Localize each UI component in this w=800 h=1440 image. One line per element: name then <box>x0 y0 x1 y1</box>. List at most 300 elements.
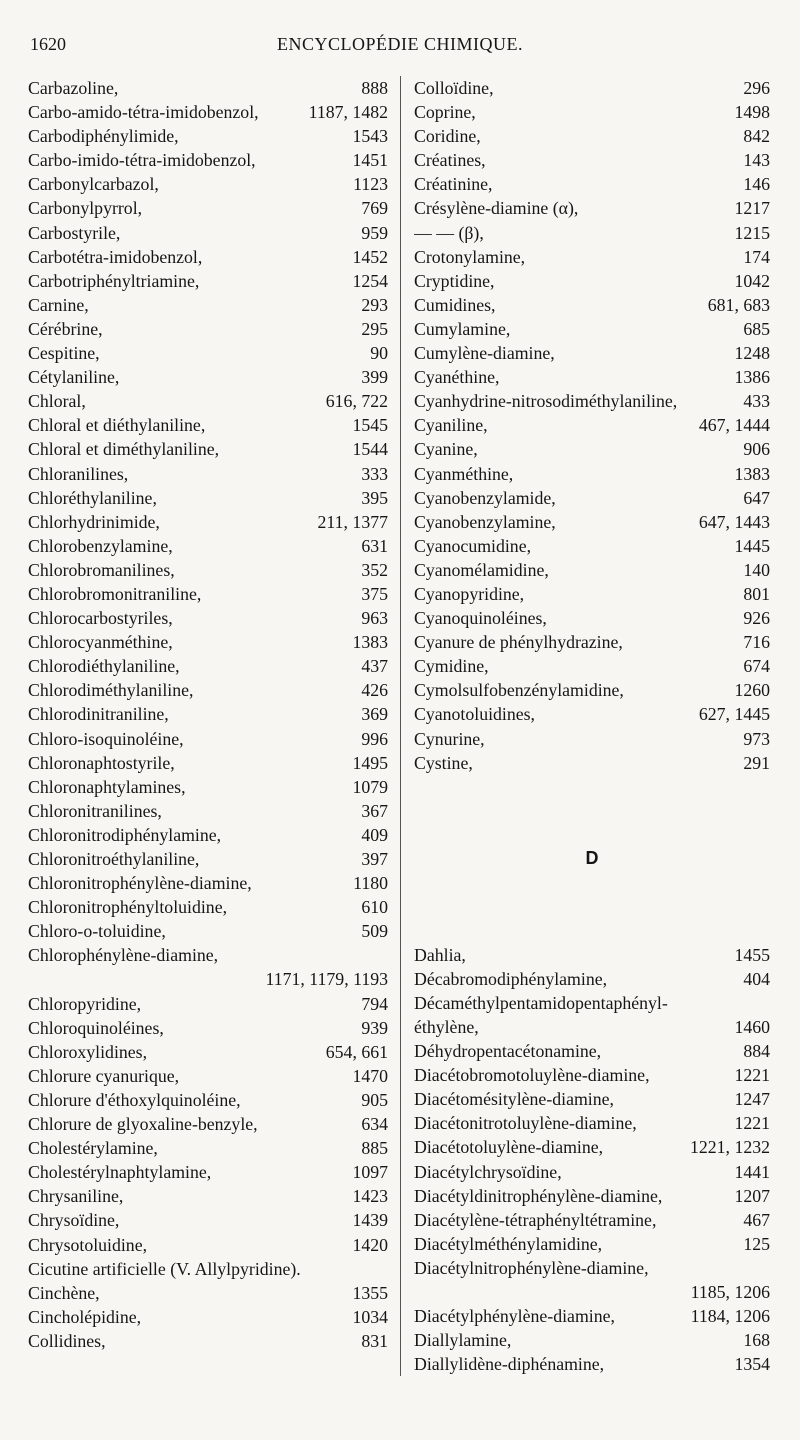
index-entry <box>28 486 388 510</box>
index-entry <box>414 437 770 461</box>
index-entry <box>414 1184 770 1208</box>
index-entry <box>414 1232 770 1256</box>
entry-pages: 885 <box>361 1138 388 1159</box>
entry-pages: 634 <box>361 1114 388 1135</box>
entry-pages: 647 <box>743 487 770 508</box>
entry-pages: 1498 <box>734 102 770 123</box>
entry-name: Cyanine, <box>414 439 478 460</box>
entry-name: Chloronitrodiphénylamine, <box>28 824 222 845</box>
entry-pages: 716 <box>743 632 770 653</box>
entry-pages: 794 <box>361 993 388 1014</box>
entry-pages: 1470 <box>352 1065 388 1086</box>
entry-pages: 1221 <box>734 1065 770 1086</box>
entry-pages: 996 <box>361 728 388 749</box>
entry-name: Cystine, <box>414 752 473 773</box>
index-entry <box>28 919 388 943</box>
entry-pages: 1460 <box>734 1017 770 1037</box>
entry-name: Chlorobromanilines, <box>28 559 175 580</box>
entry-name: Chlorhydrinimide, <box>28 511 160 532</box>
index-entry <box>28 1208 388 1232</box>
entry-name: Diacétyldinitrophénylène-diamine, <box>414 1185 663 1206</box>
entry-name: Diallylamine, <box>414 1330 512 1351</box>
index-entry <box>414 606 770 630</box>
entry-pages: 1451 <box>352 150 388 171</box>
index-entry <box>28 606 388 630</box>
index-entry <box>28 727 388 751</box>
index-entry <box>414 1328 770 1352</box>
entry-pages: 1221 <box>734 1113 770 1134</box>
entry-pages: 437 <box>361 656 388 677</box>
index-entry <box>414 293 770 317</box>
index-entry <box>414 1015 770 1039</box>
entry-name: Cyaniline, <box>414 415 488 436</box>
entry-name: Chlorocarbostyriles, <box>28 608 173 629</box>
entry-pages: 1543 <box>352 126 388 147</box>
index-entry <box>28 871 388 895</box>
index-entry <box>414 317 770 341</box>
index-entry <box>414 124 770 148</box>
index-entry <box>28 389 388 413</box>
index-entry <box>28 558 388 582</box>
entry-pages: 1184, 1206 <box>690 1306 770 1327</box>
entry-name: Cinchène, <box>28 1282 100 1303</box>
entry-pages: 140 <box>743 559 770 580</box>
entry-name: Chloral et diméthylaniline, <box>28 439 220 460</box>
entry-name: Cespitine, <box>28 343 100 364</box>
index-entry <box>28 630 388 654</box>
entry-pages: 1386 <box>734 367 770 388</box>
entry-name: Chloranilines, <box>28 463 129 484</box>
index-entry <box>414 221 770 245</box>
index-entry <box>28 365 388 389</box>
index-column-right-top <box>414 76 770 775</box>
page-title: ENCYCLOPÉDIE CHIMIQUE. <box>277 34 523 54</box>
index-entry <box>414 413 770 437</box>
entry-name: Cholestérylnaphtylamine, <box>28 1162 212 1183</box>
entry-pages: 1439 <box>352 1210 388 1231</box>
entry-name: Diacétylchrysoïdine, <box>414 1161 562 1182</box>
entry-name: Cyanure de phénylhydrazine, <box>414 632 623 653</box>
index-entry <box>414 1135 770 1159</box>
entry-pages: 1495 <box>352 752 388 773</box>
index-entry <box>28 702 388 726</box>
entry-name: Chlorophénylène-diamine, <box>28 945 219 966</box>
entry-name: Cyanomélamidine, <box>414 559 549 580</box>
entry-name: Chloronitrophénylène-diamine, <box>28 873 252 894</box>
entry-name: Carnine, <box>28 294 89 315</box>
index-entry <box>414 172 770 196</box>
entry-name: Colloïdine, <box>414 78 494 98</box>
entry-name: Chlorure cyanurique, <box>28 1065 180 1086</box>
index-entry <box>28 245 388 269</box>
entry-pages: 1455 <box>734 944 770 965</box>
entry-pages: 1248 <box>734 343 770 364</box>
entry-name: Cyanhydrine-nitrosodiméthylaniline, <box>414 391 678 412</box>
entry-name: Diacétylméthénylamidine, <box>414 1233 603 1254</box>
index-entry <box>414 1039 770 1063</box>
entry-pages: 1207 <box>734 1185 770 1206</box>
entry-pages: 296 <box>743 78 770 98</box>
entry-name: Chloroquinoléines, <box>28 1017 164 1038</box>
entry-name: Chloroxylidines, <box>28 1041 148 1062</box>
entry-name: Cumidines, <box>414 294 496 315</box>
index-entry <box>28 341 388 365</box>
index-entry <box>28 221 388 245</box>
index-entry <box>414 1256 770 1280</box>
entry-name: Crotonylamine, <box>414 246 526 267</box>
entry-pages: 295 <box>361 318 388 339</box>
entry-name: Diacétomésitylène-diamine, <box>414 1089 614 1110</box>
entry-name: Collidines, <box>28 1330 106 1351</box>
entry-name: Diacétylphénylène-diamine, <box>414 1306 615 1327</box>
index-entry <box>414 678 770 702</box>
index-entry <box>28 895 388 919</box>
entry-pages: 906 <box>743 439 770 460</box>
entry-pages: 1545 <box>352 415 388 436</box>
entry-pages: 1441 <box>734 1161 770 1182</box>
index-entry <box>28 269 388 293</box>
index-entry <box>414 1280 770 1304</box>
entry-name: Chlorodinitraniline, <box>28 704 169 725</box>
entry-name: Chrysoïdine, <box>28 1210 120 1231</box>
index-entry <box>28 293 388 317</box>
entry-name: Cyanobenzylamide, <box>414 487 556 508</box>
index-entry <box>28 943 388 967</box>
index-entry <box>414 100 770 124</box>
entry-pages: 973 <box>743 728 770 749</box>
entry-name: Chlorocyanméthine, <box>28 632 173 653</box>
index-entry <box>28 124 388 148</box>
index-entry <box>414 365 770 389</box>
entry-pages: 333 <box>361 463 388 484</box>
entry-name: Chrysotoluidine, <box>28 1234 148 1255</box>
index-column-right <box>414 76 770 1376</box>
entry-name: Cyanméthine, <box>414 463 514 484</box>
index-entry <box>28 510 388 534</box>
entry-name: Cyanocumidine, <box>414 535 532 556</box>
entry-pages: 1217 <box>734 198 770 219</box>
page-number: 1620 <box>30 34 66 54</box>
index-entry <box>414 702 770 726</box>
entry-pages: 926 <box>743 608 770 629</box>
entry-pages: 395 <box>361 487 388 508</box>
entry-pages: 409 <box>361 824 388 845</box>
index-entry <box>28 1112 388 1136</box>
entry-name: Chloropyridine, <box>28 993 142 1014</box>
index-entry <box>28 534 388 558</box>
entry-pages: 1185, 1206 <box>690 1282 770 1303</box>
entry-name: Coprine, <box>414 102 476 123</box>
entry-name: Cicutine artificielle (V. Allylpyridine). <box>28 1258 301 1279</box>
entry-name: Cyanéthine, <box>414 367 500 388</box>
index-entry <box>414 751 770 775</box>
index-entry <box>414 341 770 365</box>
entry-name: Chlorure d'éthoxylquinoléine, <box>28 1089 241 1110</box>
index-entry <box>414 1160 770 1184</box>
entry-pages: 681, 683 <box>707 294 770 315</box>
entry-name: Chlorobromonitraniline, <box>28 583 202 604</box>
entry-pages: 1247 <box>734 1089 770 1110</box>
entry-pages: 1383 <box>352 632 388 653</box>
entry-pages: 1180 <box>353 873 388 894</box>
entry-name: Chlorodiéthylaniline, <box>28 656 180 677</box>
entry-name: Cumylène-diamine, <box>414 343 555 364</box>
entry-name: Chloral, <box>28 391 86 412</box>
index-entry <box>28 775 388 799</box>
entry-pages: 1097 <box>352 1162 388 1183</box>
index-entry <box>28 1281 388 1305</box>
index-entry <box>414 654 770 678</box>
entry-pages: 769 <box>361 198 388 219</box>
entry-name: Carbostyrile, <box>28 222 121 243</box>
entry-name: Diacétylène-tétraphényltétramine, <box>414 1209 657 1230</box>
index-entry <box>28 582 388 606</box>
index-entry <box>28 847 388 871</box>
entry-name: Cyanopyridine, <box>414 583 525 604</box>
index-entry <box>414 1111 770 1135</box>
entry-name: Chlorure de glyoxaline-benzyle, <box>28 1114 258 1135</box>
index-entry <box>28 1088 388 1112</box>
index-entry <box>28 317 388 341</box>
entry-pages: 884 <box>743 1041 770 1062</box>
entry-pages: 1215 <box>734 222 770 243</box>
index-entry <box>28 1257 388 1281</box>
entry-name: — — (β), <box>414 222 484 243</box>
entry-pages: 211, 1377 <box>317 511 388 532</box>
entry-pages: 1171, 1179, 1193 <box>265 969 388 990</box>
entry-pages: 467 <box>743 1209 770 1230</box>
entry-pages: 1123 <box>353 174 388 195</box>
index-entry <box>414 943 770 967</box>
entry-pages: 1383 <box>734 463 770 484</box>
entry-name: Décabromodiphénylamine, <box>414 968 608 989</box>
index-entry <box>414 196 770 220</box>
entry-name: Coridine, <box>414 126 481 147</box>
entry-name: Cholestérylamine, <box>28 1138 158 1159</box>
index-entry <box>28 678 388 702</box>
entry-name: Carbo-imido-tétra-imidobenzol, <box>28 150 256 171</box>
entry-pages: 610 <box>361 897 388 918</box>
entry-pages: 831 <box>361 1330 388 1351</box>
entry-name: Cryptidine, <box>414 270 495 291</box>
entry-pages: 1034 <box>352 1306 388 1327</box>
entry-pages: 1260 <box>734 680 770 701</box>
entry-name: Diacétylnitrophénylène-diamine, <box>414 1257 649 1278</box>
index-entry <box>28 654 388 678</box>
entry-name: Chloronaphtostyrile, <box>28 752 175 773</box>
index-entry <box>28 462 388 486</box>
entry-name: Carbonylpyrrol, <box>28 198 143 219</box>
index-entry <box>414 462 770 486</box>
index-entry <box>28 1233 388 1257</box>
entry-name: Carbazoline, <box>28 78 119 98</box>
entry-pages: 1544 <box>352 439 388 460</box>
index-entry <box>414 630 770 654</box>
entry-name: Chloral et diéthylaniline, <box>28 415 206 436</box>
entry-pages: 801 <box>743 583 770 604</box>
entry-pages: 397 <box>361 849 388 869</box>
index-entry <box>28 1329 388 1353</box>
entry-name: Dahlia, <box>414 944 466 965</box>
index-entry <box>414 534 770 558</box>
index-entry <box>414 582 770 606</box>
entry-name: Chloro-o-toluidine, <box>28 921 166 942</box>
entry-pages: 959 <box>361 222 388 243</box>
entry-name: Diacétobromotoluylène-diamine, <box>414 1065 650 1086</box>
index-entry <box>28 992 388 1016</box>
entry-name: Cétylaniline, <box>28 367 120 388</box>
entry-pages: 293 <box>361 294 388 315</box>
entry-name: Cyanoquinoléines, <box>414 608 547 629</box>
index-entry <box>414 510 770 534</box>
entry-pages: 426 <box>361 680 388 701</box>
index-entry <box>414 1208 770 1232</box>
index-entry <box>28 76 388 100</box>
entry-pages: 143 <box>743 150 770 171</box>
index-entry <box>414 76 770 100</box>
entry-pages: 631 <box>361 535 388 556</box>
index-entry <box>414 1087 770 1111</box>
entry-name: Chloronitranilines, <box>28 800 162 821</box>
entry-pages: 291 <box>743 752 770 773</box>
entry-name: Chloro-isoquinoléine, <box>28 728 184 749</box>
entry-pages: 174 <box>743 246 770 267</box>
entry-pages: 939 <box>361 1017 388 1038</box>
index-entry <box>414 245 770 269</box>
entry-name: Carbotriphényltriamine, <box>28 270 200 291</box>
entry-pages: 842 <box>743 126 770 147</box>
entry-name: Carbonylcarbazol, <box>28 174 159 195</box>
index-entry <box>28 172 388 196</box>
entry-pages: 1187, 1482 <box>308 102 388 123</box>
entry-pages: 433 <box>743 391 770 412</box>
entry-pages: 404 <box>743 968 770 989</box>
entry-name: Cynurine, <box>414 728 485 749</box>
entry-pages: 146 <box>743 174 770 195</box>
entry-name: Diacétotoluylène-diamine, <box>414 1137 604 1158</box>
entry-pages: 168 <box>743 1330 770 1351</box>
entry-pages: 627, 1445 <box>698 704 770 725</box>
index-entry <box>414 389 770 413</box>
entry-name: Chloronitroéthylaniline, <box>28 849 200 869</box>
entry-name: éthylène, <box>414 1017 479 1037</box>
entry-pages: 674 <box>743 656 770 677</box>
entry-name: Chloréthylaniline, <box>28 487 157 508</box>
entry-pages: 1445 <box>734 535 770 556</box>
entry-pages: 1354 <box>734 1354 770 1375</box>
entry-name: Décaméthylpentamidopentaphényl- <box>414 992 668 1013</box>
entry-pages: 1355 <box>352 1282 388 1303</box>
entry-name: Cérébrine, <box>28 318 103 339</box>
index-entry <box>414 727 770 751</box>
entry-pages: 1420 <box>352 1234 388 1255</box>
index-entry <box>28 1160 388 1184</box>
index-entry <box>28 1184 388 1208</box>
entry-name: Cymolsulfobenzénylamidine, <box>414 680 624 701</box>
index-entry <box>414 486 770 510</box>
entry-name: Crésylène-diamine (α), <box>414 198 579 219</box>
entry-name: Cumylamine, <box>414 318 511 339</box>
entry-pages: 685 <box>743 318 770 339</box>
entry-pages: 654, 661 <box>325 1041 388 1062</box>
entry-name: Chrysaniline, <box>28 1186 124 1207</box>
entry-pages: 1452 <box>352 246 388 267</box>
page-header <box>20 34 780 62</box>
entry-pages: 1079 <box>352 776 388 797</box>
entry-pages: 352 <box>361 559 388 580</box>
column-divider <box>400 76 401 1376</box>
index-entry <box>28 196 388 220</box>
entry-pages: 367 <box>361 800 388 821</box>
entry-name: Cyanobenzylamine, <box>414 511 556 532</box>
entry-pages: 647, 1443 <box>698 511 770 532</box>
index-entry <box>28 823 388 847</box>
entry-name: Chloronitrophényltoluidine, <box>28 897 228 918</box>
index-entry <box>414 148 770 172</box>
entry-name: Diacétonitrotoluylène-diamine, <box>414 1113 637 1134</box>
entry-pages: 963 <box>361 608 388 629</box>
entry-pages: 369 <box>361 704 388 725</box>
index-entry <box>28 1136 388 1160</box>
index-entry <box>28 413 388 437</box>
entry-pages: 90 <box>370 343 388 364</box>
entry-name: Déhydropentacétonamine, <box>414 1041 602 1062</box>
index-entry <box>28 1305 388 1329</box>
entry-pages: 399 <box>361 367 388 388</box>
entry-name: Chloronaphtylamines, <box>28 776 186 797</box>
entry-name: Carbo-amido-tétra-imidobenzol, <box>28 102 259 123</box>
entry-pages: 1221, 1232 <box>689 1137 770 1158</box>
index-entry <box>414 1304 770 1328</box>
entry-pages: 1423 <box>352 1186 388 1207</box>
entry-name: Carbotétra-imidobenzol, <box>28 246 203 267</box>
index-entry <box>28 1016 388 1040</box>
entry-pages: 509 <box>361 921 388 942</box>
entry-name: Créatinine, <box>414 174 493 195</box>
index-column-right-bottom <box>414 943 770 1377</box>
entry-pages: 467, 1444 <box>698 415 770 436</box>
index-entry <box>28 751 388 775</box>
index-entry <box>414 967 770 991</box>
entry-pages: 125 <box>743 1233 770 1254</box>
entry-name: Cincholépidine, <box>28 1306 142 1327</box>
index-entry <box>28 1040 388 1064</box>
index-entry <box>414 558 770 582</box>
index-entry <box>28 1064 388 1088</box>
index-entry <box>414 269 770 293</box>
index-entry <box>414 1063 770 1087</box>
index-entry <box>28 799 388 823</box>
entry-name: Chlorodiméthylaniline, <box>28 680 194 701</box>
entry-name: Diallylidène-diphénamine, <box>414 1354 605 1375</box>
index-entry <box>28 967 388 991</box>
index-entry <box>28 100 388 124</box>
index-entry <box>28 437 388 461</box>
index-column-left <box>28 76 388 1353</box>
entry-name: Carbodiphénylimide, <box>28 126 179 147</box>
entry-pages: 616, 722 <box>325 391 388 412</box>
index-entry <box>414 991 770 1015</box>
entry-pages: 375 <box>361 583 388 604</box>
entry-name: Chlorobenzylamine, <box>28 535 173 556</box>
entry-name: Créatines, <box>414 150 486 171</box>
index-entry <box>414 1352 770 1376</box>
index-entry <box>28 148 388 172</box>
section-letter: D <box>585 848 599 869</box>
entry-name: Cyanotoluidines, <box>414 704 536 725</box>
entry-pages: 905 <box>361 1089 388 1110</box>
entry-pages: 1042 <box>734 270 770 291</box>
